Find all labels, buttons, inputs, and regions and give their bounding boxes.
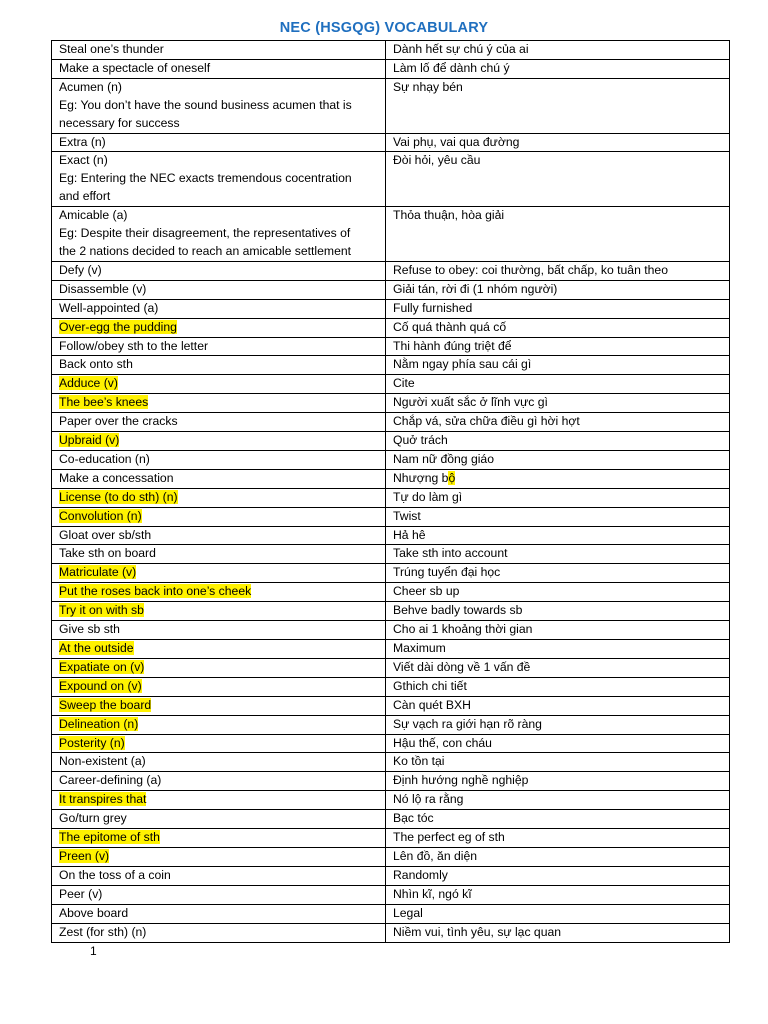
example-text: the 2 nations decided to reach an amicable settlement (59, 243, 352, 258)
term-cell (52, 602, 386, 621)
term-cell (52, 923, 386, 942)
term-cell (52, 564, 386, 583)
term-cell (52, 772, 386, 791)
term-text (59, 678, 378, 696)
meaning-text: Quở trách (393, 433, 448, 448)
meaning-text: Viết dài dòng về 1 vấn đề (393, 659, 531, 674)
table-row (52, 829, 730, 848)
table-row (52, 356, 730, 375)
meaning-text: Bạc tóc (393, 811, 434, 826)
table-row (52, 791, 730, 810)
term-text: Above board (59, 905, 129, 920)
term-text: Extra (n) (59, 134, 106, 149)
meaning-text: Maximum (393, 641, 446, 655)
meaning-cell (386, 904, 730, 923)
meaning-text: Trúng tuyển đại học (393, 565, 501, 580)
table-row (52, 507, 730, 526)
term-cell (52, 696, 386, 715)
term-text (59, 697, 378, 715)
meaning-cell (386, 207, 730, 262)
table-row (52, 677, 730, 696)
meaning-text: The perfect eg of sth (393, 830, 505, 845)
term-text (59, 489, 378, 507)
meaning-cell (386, 432, 730, 451)
meaning-text: Take sth into account (393, 546, 508, 561)
table-row (52, 152, 730, 207)
meaning-text: Niềm vui, tình yêu, sự lạc quan (393, 924, 562, 939)
term-cell (52, 280, 386, 299)
term-text: Defy (v) (59, 262, 102, 277)
term-cell (52, 413, 386, 432)
meaning-cell (386, 602, 730, 621)
term-cell (52, 41, 386, 60)
term-cell (52, 207, 386, 262)
meaning-text: Định hướng nghề nghiệp (393, 773, 529, 788)
term-cell (52, 469, 386, 488)
meaning-cell (386, 545, 730, 564)
highlighted-term: Matriculate (v) (59, 565, 137, 580)
meaning-cell (386, 640, 730, 659)
meaning-text: Nhượng b (393, 470, 449, 485)
table-row (52, 545, 730, 564)
meaning-text: Làm lố để dành chú ý (393, 60, 510, 75)
table-row (52, 734, 730, 753)
highlighted-term: Convolution (n) (59, 508, 142, 523)
term-text (59, 791, 378, 809)
term-text: Co-education (n) (59, 451, 150, 466)
term-cell (52, 753, 386, 772)
meaning-text: Người xuất sắc ở lĩnh vực gì (393, 395, 548, 410)
term-text: Peer (v) (59, 886, 103, 901)
term-cell (52, 904, 386, 923)
meaning-text: Vai phụ, vai qua đường (393, 134, 520, 149)
meaning-cell (386, 791, 730, 810)
meaning-cell (386, 526, 730, 545)
vocabulary-table-body (52, 41, 730, 943)
term-cell (52, 526, 386, 545)
meaning-text: Nhìn kĩ, ngó kĩ (393, 886, 472, 901)
table-row (52, 753, 730, 772)
meaning-cell (386, 450, 730, 469)
table-row (52, 261, 730, 280)
term-cell (52, 677, 386, 696)
table-row (52, 772, 730, 791)
example-text: Eg: Entering the NEC exacts tremendous cocentration (59, 171, 352, 186)
meaning-cell (386, 413, 730, 432)
table-row (52, 78, 730, 133)
term-text: Paper over the cracks (59, 414, 178, 429)
term-cell (52, 640, 386, 659)
term-text (59, 432, 378, 450)
meaning-cell (386, 583, 730, 602)
highlighted-term: License (to do sth) (n) (59, 489, 178, 504)
term-cell (52, 78, 386, 133)
highlighted-term: It transpires that (59, 792, 147, 807)
meaning-text: Gthich chi tiết (393, 678, 467, 693)
meaning-text: Lên đồ, ăn diện (393, 848, 478, 863)
meaning-text: Cố quá thành quá cố (393, 319, 507, 334)
highlighted-term: Expatiate on (v) (59, 659, 145, 674)
term-text (59, 716, 378, 734)
meaning-cell (386, 375, 730, 394)
term-text: Well-appointed (a) (59, 300, 159, 315)
meaning-cell (386, 507, 730, 526)
term-cell (52, 545, 386, 564)
table-row (52, 658, 730, 677)
term-cell (52, 791, 386, 810)
table-row (52, 318, 730, 337)
table-row (52, 469, 730, 488)
example-text: Eg: You don’t have the sound business acumen that is (59, 97, 352, 112)
highlighted-term: Upbraid (v) (59, 433, 120, 448)
meaning-cell (386, 885, 730, 904)
meaning-cell (386, 564, 730, 583)
meaning-cell (386, 621, 730, 640)
example-text: Eg: Despite their disagreement, the representatives of (59, 226, 351, 241)
term-text (59, 829, 378, 847)
term-cell (52, 375, 386, 394)
term-cell (52, 432, 386, 451)
highlighted-term: Over-egg the pudding (59, 319, 177, 334)
term-text (59, 394, 378, 412)
term-text: Take sth on board (59, 546, 156, 561)
term-text (59, 564, 378, 582)
meaning-text: Twist (393, 508, 421, 523)
meaning-text: Randomly (393, 867, 448, 882)
highlighted-term: At the outside (59, 641, 134, 655)
table-row (52, 207, 730, 262)
highlighted-term: Adduce (v) (59, 376, 118, 391)
table-row (52, 866, 730, 885)
term-cell (52, 152, 386, 207)
meaning-cell (386, 923, 730, 942)
table-row (52, 810, 730, 829)
meaning-cell (386, 753, 730, 772)
page-number: 1 (90, 944, 97, 958)
meaning-cell (386, 715, 730, 734)
table-row (52, 59, 730, 78)
term-text: Non-existent (a) (59, 754, 146, 769)
table-row (52, 583, 730, 602)
table-row (52, 923, 730, 942)
term-cell (52, 318, 386, 337)
term-text: On the toss of a coin (59, 867, 171, 882)
highlighted-term: Posterity (n) (59, 735, 125, 750)
term-text: Make a concessation (59, 470, 174, 485)
table-row (52, 413, 730, 432)
meaning-cell (386, 394, 730, 413)
meaning-cell (386, 299, 730, 318)
table-row (52, 715, 730, 734)
meaning-cell (386, 59, 730, 78)
meaning-cell (386, 356, 730, 375)
term-cell (52, 488, 386, 507)
meaning-cell (386, 847, 730, 866)
highlighted-term: Sweep the board (59, 697, 152, 712)
term-cell (52, 507, 386, 526)
highlighted-term: The bee’s knees (59, 395, 149, 410)
term-cell (52, 866, 386, 885)
highlighted-term: Preen (v) (59, 848, 110, 863)
term-text (59, 508, 378, 526)
term-text (59, 735, 378, 753)
table-row (52, 299, 730, 318)
term-cell (52, 133, 386, 152)
meaning-cell (386, 810, 730, 829)
term-text: Acumen (n) (59, 79, 122, 94)
term-text: Give sb sth (59, 622, 120, 637)
term-cell (52, 658, 386, 677)
term-text (59, 659, 378, 677)
term-text: Follow/obey sth to the letter (59, 338, 209, 353)
meaning-cell (386, 734, 730, 753)
term-cell (52, 394, 386, 413)
meaning-text: Cheer sb up (393, 584, 460, 599)
term-cell (52, 356, 386, 375)
table-row (52, 640, 730, 659)
term-cell (52, 299, 386, 318)
term-cell (52, 337, 386, 356)
term-text: Make a spectacle of oneself (59, 60, 211, 75)
table-row (52, 337, 730, 356)
meaning-cell (386, 469, 730, 488)
meaning-text: Hậu thế, con cháu (393, 735, 492, 750)
term-text (59, 640, 378, 658)
meaning-text: Cite (393, 376, 415, 391)
term-cell (52, 810, 386, 829)
term-cell (52, 583, 386, 602)
term-cell (52, 885, 386, 904)
meaning-text: Legal (393, 905, 423, 920)
table-row (52, 394, 730, 413)
meaning-text: Behve badly towards sb (393, 603, 523, 618)
term-text: Zest (for sth) (n) (59, 924, 147, 939)
meaning-text: Nằm ngay phía sau cái gì (393, 357, 532, 372)
term-cell (52, 261, 386, 280)
meaning-text: Nam nữ đồng giáo (393, 451, 494, 466)
meaning-cell (386, 658, 730, 677)
meaning-cell (386, 772, 730, 791)
meaning-cell (386, 677, 730, 696)
term-cell (52, 715, 386, 734)
term-text (59, 583, 378, 601)
table-row (52, 904, 730, 923)
table-row (52, 696, 730, 715)
meaning-cell (386, 696, 730, 715)
meaning-text: Tự do làm gì (393, 489, 463, 504)
vocabulary-table (51, 40, 730, 943)
meaning-text: Nó lộ ra rằng (393, 792, 464, 807)
meaning-cell (386, 829, 730, 848)
highlighted-term: Put the roses back into one’s cheek (59, 584, 252, 599)
term-text: Disassemble (v) (59, 281, 147, 296)
example-text: and effort (59, 189, 111, 204)
term-text (59, 375, 378, 393)
term-cell (52, 59, 386, 78)
term-text: Amicable (a) (59, 208, 128, 223)
document-title: NEC (HSGQG) VOCABULARY (279, 20, 489, 36)
meaning-text: Sự nhạy bén (393, 79, 463, 94)
table-row (52, 621, 730, 640)
term-text: Exact (n) (59, 153, 108, 168)
term-text: Steal one’s thunder (59, 42, 164, 56)
meaning-text: Hả hê (393, 527, 426, 542)
meaning-text: Ko tồn tại (393, 754, 445, 769)
highlighted-term: The epitome of sth (59, 830, 160, 845)
meaning-text: Refuse to obey: coi thường, bất chấp, ko tuân theo (393, 262, 668, 277)
term-cell (52, 621, 386, 640)
table-row (52, 133, 730, 152)
table-row (52, 488, 730, 507)
term-text (59, 319, 378, 337)
highlighted-meaning-fragment: ộ (448, 470, 456, 485)
term-text: Gloat over sb/sth (59, 527, 152, 542)
term-cell (52, 734, 386, 753)
meaning-text: Giải tán, rời đi (1 nhóm người) (393, 281, 558, 296)
meaning-text: Sự vạch ra giới hạn rõ ràng (393, 716, 542, 731)
table-row (52, 526, 730, 545)
table-row (52, 375, 730, 394)
meaning-cell (386, 261, 730, 280)
meaning-text: Đòi hỏi, yêu cầu (393, 153, 481, 168)
table-row (52, 432, 730, 451)
meaning-text: Chắp vá, sửa chữa điều gì hời hợt (393, 414, 580, 429)
meaning-cell (386, 133, 730, 152)
meaning-cell (386, 318, 730, 337)
term-text (59, 602, 378, 620)
meaning-cell (386, 337, 730, 356)
term-cell (52, 847, 386, 866)
table-row (52, 885, 730, 904)
table-row (52, 41, 730, 60)
meaning-text: Cho ai 1 khoảng thời gian (393, 622, 533, 637)
table-row (52, 280, 730, 299)
meaning-cell (386, 488, 730, 507)
meaning-cell (386, 78, 730, 133)
table-row (52, 847, 730, 866)
table-row (52, 450, 730, 469)
meaning-text: Fully furnished (393, 300, 473, 315)
meaning-cell (386, 152, 730, 207)
highlighted-term: Expound on (v) (59, 678, 142, 693)
highlighted-term: Try it on with sb (59, 603, 144, 618)
table-row (52, 564, 730, 583)
meaning-text: Thỏa thuận, hòa giải (393, 208, 505, 223)
meaning-cell (386, 41, 730, 60)
term-cell (52, 829, 386, 848)
meaning-text: Thi hành đúng triệt để (393, 338, 512, 353)
term-cell (52, 450, 386, 469)
highlighted-term: Delineation (n) (59, 716, 139, 731)
meaning-text: Càn quét BXH (393, 697, 471, 712)
term-text: Go/turn grey (59, 811, 127, 826)
meaning-cell (386, 280, 730, 299)
term-text (59, 848, 378, 866)
meaning-text: Dành hết sự chú ý của ai (393, 42, 529, 56)
term-text: Career-defining (a) (59, 773, 162, 788)
example-text: necessary for success (59, 115, 180, 130)
term-text: Back onto sth (59, 357, 133, 372)
meaning-cell (386, 866, 730, 885)
table-row (52, 602, 730, 621)
